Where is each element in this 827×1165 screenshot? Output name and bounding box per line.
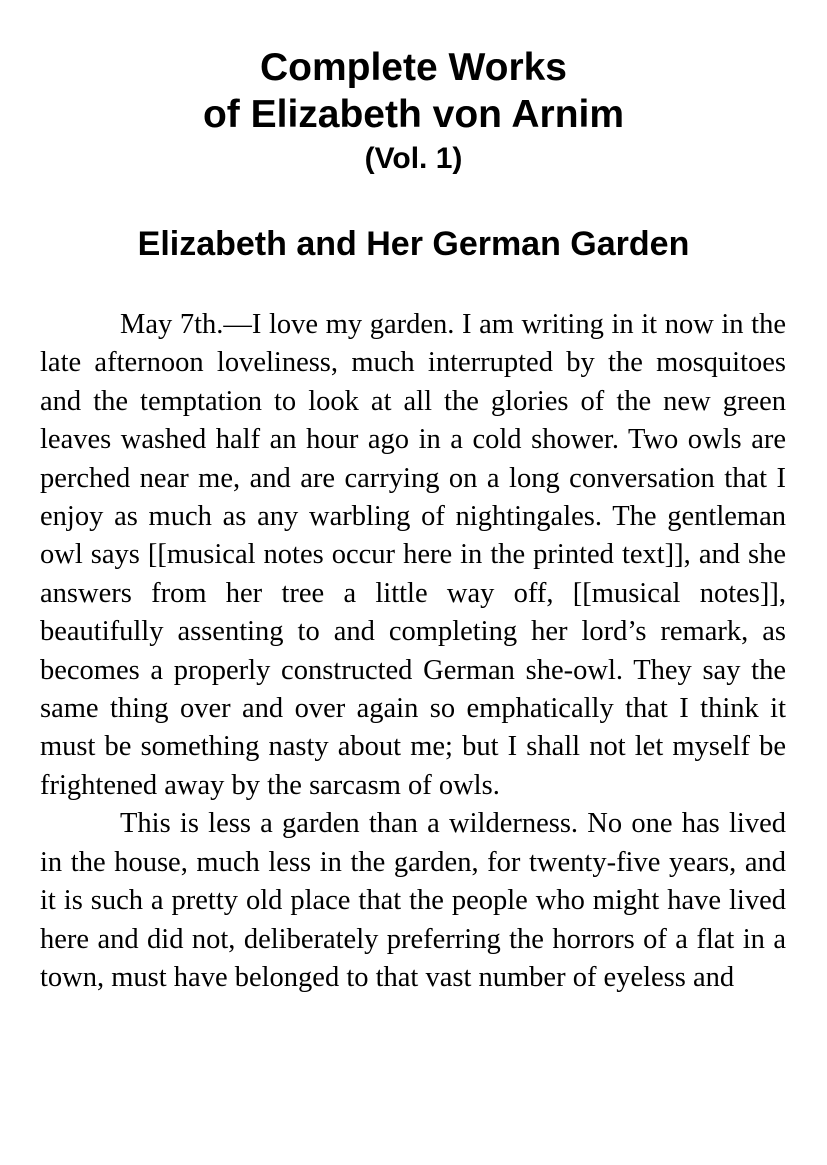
paragraph: May 7th.—I love my garden. I am writing in it now in the late afternoon loveliness, much interrupted by the mosquitoes and the temptation to look at all the glories of the new green leaves washed half an hour ago in a cold shower. Two owls are perched near me, and are carrying on a long conversation that I enjoy as much as any warbling of nightingales. The gentleman owl says [[musical notes occur here in the printed text]], and she answers from her tree a little way off, [[musical notes]], beautifully assenting to and completing her lord’s remark, as becomes a properly constructed German she-owl. They say the same thing over and over again so emphatically that I think it must be something nasty about me; but I shall not let myself be frightened away by the sarcasm of owls.	[40, 309, 786, 801]
book-title: Elizabeth and Her German Garden	[137, 225, 690, 263]
collection-title-line-2: of Elizabeth von Arnim	[202, 93, 625, 136]
paragraph: This is less a garden than a wilderness. No one has lived in the house, much less in the garden, for twenty-five years, and it is such a pretty old place that the people who might have lived here and did not, deliberately preferring the horrors of a flat in a town, must have belonged to that vast number of eyeless and	[40, 808, 786, 993]
volume-label: (Vol. 1)	[364, 142, 463, 175]
title-block	[0, 44, 827, 180]
body-text	[40, 306, 786, 997]
collection-title-line-1: Complete Works	[259, 46, 567, 89]
